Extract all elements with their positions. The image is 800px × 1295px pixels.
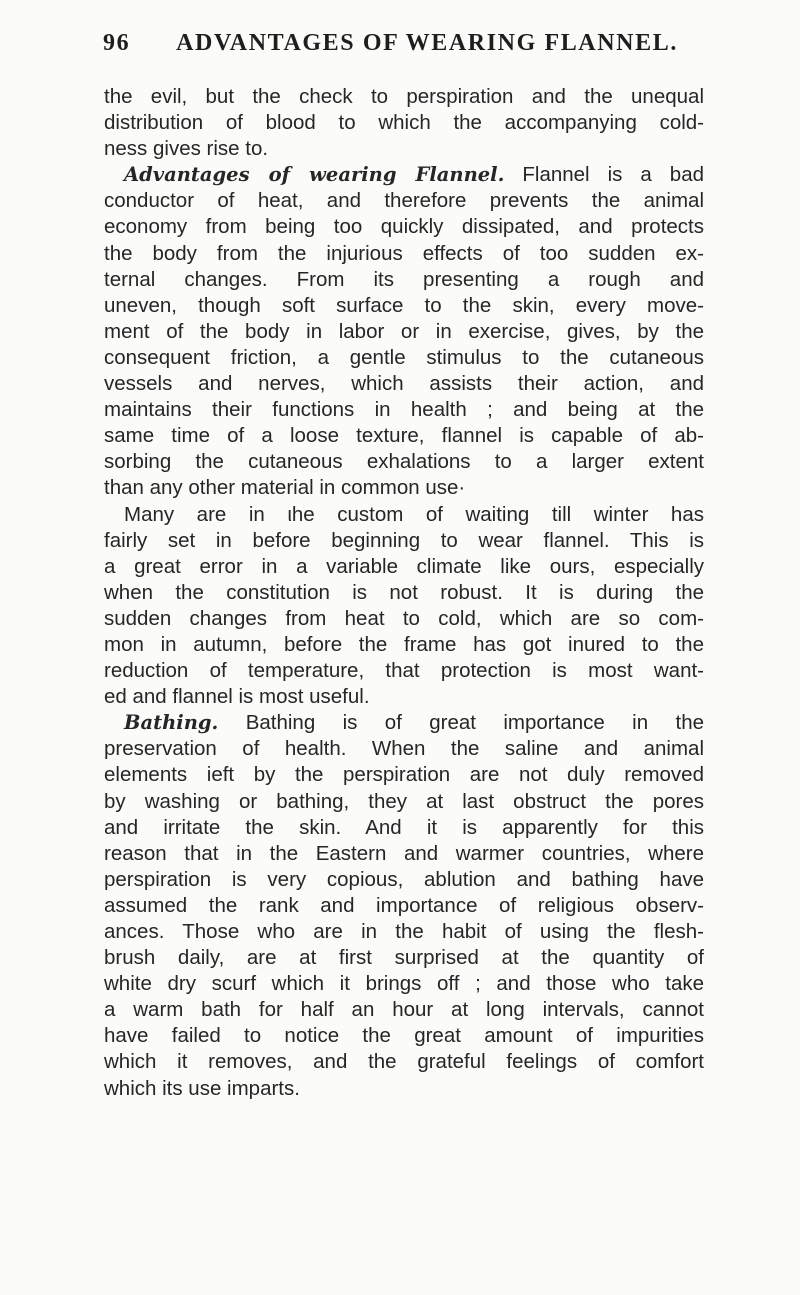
text-line (104, 528, 704, 554)
line-text: which its use imparts. (104, 1076, 300, 1100)
running-head-title: ADVANTAGES OF WEARING FLANNEL. (176, 30, 678, 56)
text-line (104, 606, 704, 632)
text-line (104, 84, 704, 110)
line-text: vessels and nerves, which assists their action, and (104, 372, 704, 396)
line-text: Flannel is a bad (504, 163, 704, 187)
text-line (104, 502, 704, 528)
running-head (103, 30, 713, 66)
text-line (104, 214, 704, 240)
line-text: fairly set in before beginning to wear flannel. This is (104, 528, 704, 552)
text-line (104, 371, 704, 397)
line-text: reduction of temperature, that protection is most want- (104, 659, 704, 683)
line-text: Many are in ιhe custom of waiting till winter has (124, 502, 704, 526)
line-text: ness gives rise to. (104, 137, 269, 161)
line-text: conductor of heat, and therefore prevents the animal (104, 189, 704, 213)
text-line (104, 893, 704, 919)
line-text: ternal changes. From its presenting a rough and (104, 267, 704, 291)
text-line (104, 449, 704, 475)
line-text: elements ieft by the perspiration are not duly removed (104, 763, 704, 787)
line-text: and irritate the skin. And it is apparently for this (104, 815, 704, 839)
text-line (104, 293, 704, 319)
text-line (104, 789, 704, 815)
text-line (104, 867, 704, 893)
text-line (104, 136, 704, 162)
page-number: 96 (103, 30, 131, 56)
text-line (104, 945, 704, 971)
line-text: same time of a loose texture, flannel is capable of ab- (104, 424, 704, 448)
text-line (104, 632, 704, 658)
text-line (104, 162, 704, 188)
line-text: economy from being too quickly dissipated, and protects (104, 215, 704, 239)
text-line (104, 345, 704, 371)
text-line (104, 997, 704, 1023)
line-text: perspiration is very copious, ablution and bathing have (104, 867, 704, 891)
line-text: Bathing is of great importance in the (218, 711, 704, 735)
line-text: ed and flannel is most useful. (104, 685, 370, 709)
line-text: a great error in a variable climate like ours, especially (104, 554, 704, 578)
line-text: reason that in the Eastern and warmer countries, where (104, 841, 704, 865)
line-text: assumed the rank and importance of religious observ- (104, 893, 704, 917)
text-line (104, 397, 704, 423)
line-text: preservation of health. When the saline and animal (104, 737, 704, 761)
line-text: when the constitution is not robust. It is during the (104, 580, 704, 604)
text-line (104, 736, 704, 762)
line-text: distribution of blood to which the accompanying cold- (104, 111, 704, 135)
line-text: ances. Those who are in the habit of using the flesh- (104, 920, 704, 943)
text-line (104, 762, 704, 788)
line-text: uneven, though soft surface to the skin, every move- (104, 293, 704, 317)
text-line (104, 319, 704, 345)
line-text: by washing or bathing, they at last obstruct the pores (104, 789, 704, 813)
section-heading: Bathing. (124, 711, 219, 735)
line-text: maintains their functions in health ; and being at the (104, 398, 704, 422)
line-text: sudden changes from heat to cold, which are so com- (104, 606, 704, 630)
text-line (104, 1049, 704, 1075)
line-text: the body from the injurious effects of too sudden ex- (104, 241, 704, 265)
line-text: the evil, but the check to perspiration and the unequal (104, 85, 704, 108)
text-line (104, 919, 704, 945)
text-line (104, 241, 704, 267)
text-line (104, 971, 704, 997)
line-text: than any other material in common use· (104, 476, 466, 500)
text-line (104, 188, 704, 214)
text-line (104, 110, 704, 136)
line-text: sorbing the cutaneous exhalations to a larger extent (104, 450, 704, 474)
text-line (104, 710, 704, 736)
line-text: ment of the body in labor or in exercise, gives, by the (104, 319, 704, 343)
text-line (104, 815, 704, 841)
text-line (104, 475, 704, 501)
line-text: mon in autumn, before the frame has got inured to the (104, 632, 704, 656)
text-line (104, 267, 704, 293)
text-line (104, 423, 704, 449)
section-heading: Advantages of wearing Flannel. (124, 163, 505, 187)
text-line (104, 1076, 704, 1102)
line-text: brush daily, are at first surprised at the quantity of (104, 946, 704, 970)
text-line (104, 658, 704, 684)
text-line (104, 554, 704, 580)
line-text: which it removes, and the grateful feelings of comfort (104, 1050, 704, 1074)
text-line (104, 1023, 704, 1049)
body-text (104, 84, 704, 1102)
line-text: consequent friction, a gentle stimulus to the cutaneous (104, 345, 704, 369)
line-text: a warm bath for half an hour at long intervals, cannot (104, 998, 704, 1022)
text-line (104, 580, 704, 606)
line-text: have failed to notice the great amount of impurities (104, 1024, 704, 1048)
text-line (104, 841, 704, 867)
text-line (104, 684, 704, 710)
line-text: white dry scurf which it brings off ; and those who take (104, 972, 704, 996)
